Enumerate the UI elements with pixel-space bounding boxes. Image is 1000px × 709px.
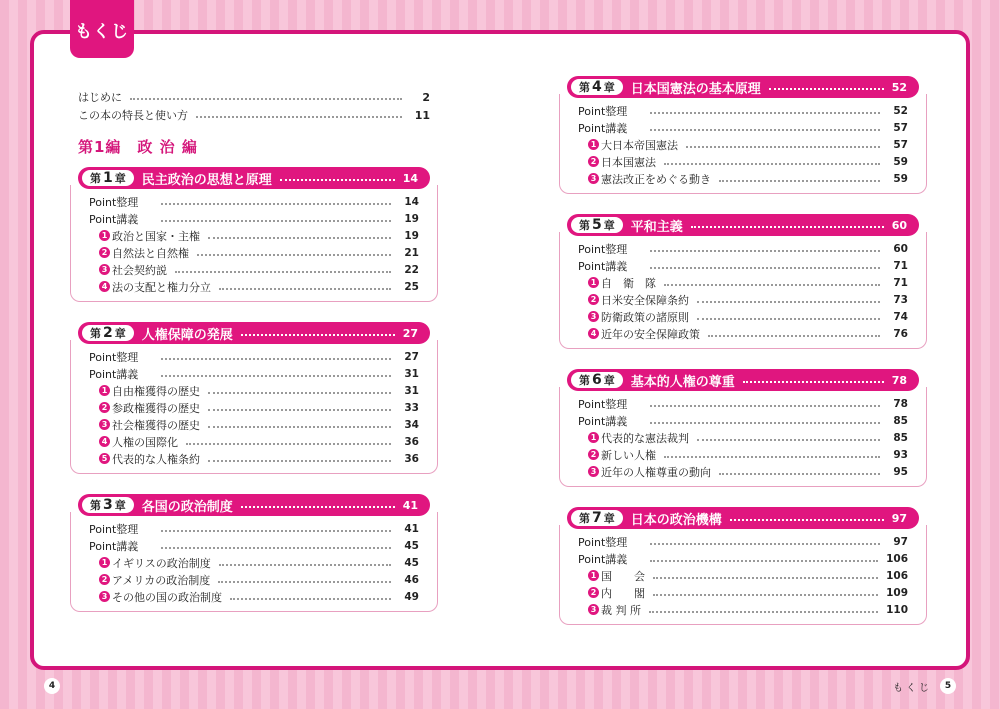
entry-page: 19 (404, 212, 419, 225)
chapter-suffix: 章 (114, 499, 126, 512)
entry-page: 52 (893, 104, 908, 117)
section-number-badge: 2 (99, 574, 110, 585)
footer-right (893, 678, 956, 694)
chapter-header[interactable] (567, 214, 919, 236)
chapter-number: 5 (592, 217, 602, 233)
dot-leader (230, 598, 391, 600)
section-entry[interactable] (578, 308, 908, 325)
entry-page: 45 (404, 539, 419, 552)
chapter-page: 78 (891, 373, 907, 387)
entry-title: 人権の国際化 (112, 435, 178, 449)
section-entry[interactable] (89, 261, 419, 278)
entry-title: 代表的な憲法裁判 (601, 431, 689, 445)
chapter-number: 6 (592, 372, 602, 388)
section-number-badge: 1 (588, 277, 599, 288)
dot-leader (650, 405, 880, 407)
toc-entry[interactable] (78, 106, 430, 124)
chapter-prefix: 第 (579, 219, 590, 232)
section-number-badge: 3 (99, 419, 110, 430)
dot-leader (650, 112, 880, 114)
contents-tag: もくじ (70, 0, 134, 58)
chapter-suffix: 章 (603, 81, 615, 94)
chapter-suffix: 章 (603, 512, 615, 525)
chapter-prefix: 第 (579, 374, 590, 387)
dot-leader (219, 288, 391, 290)
entry-title: 参政権獲得の歴史 (112, 401, 200, 415)
entry-title: Point講義 (578, 259, 628, 273)
entry-title: 憲法改正をめぐる動き (601, 172, 711, 186)
dot-leader (186, 443, 391, 445)
entry-page: 73 (893, 293, 908, 306)
entry-page: 97 (893, 535, 908, 548)
point-entry[interactable] (89, 520, 419, 537)
page-number-left: 4 (44, 678, 60, 694)
entry-page: 85 (893, 414, 908, 427)
chapter-header[interactable] (78, 494, 430, 516)
section-entry[interactable] (578, 584, 908, 601)
section-entry[interactable] (89, 278, 419, 295)
dot-leader (208, 460, 391, 462)
entry-title: Point講義 (89, 212, 139, 226)
section-entry[interactable] (578, 274, 908, 291)
section-entry[interactable] (578, 170, 908, 187)
dot-leader (697, 439, 880, 441)
point-entry[interactable] (578, 119, 908, 136)
section-entry[interactable] (89, 399, 419, 416)
chapter-page: 27 (402, 326, 418, 340)
entry-page: 74 (893, 310, 908, 323)
chapter-block (567, 507, 919, 625)
section-entry[interactable] (578, 429, 908, 446)
dot-leader (280, 179, 395, 181)
section-number-badge: 3 (588, 604, 599, 615)
dot-leader (208, 237, 391, 239)
dot-leader (161, 220, 391, 222)
dot-leader (730, 519, 884, 521)
dot-leader (719, 473, 880, 475)
dot-leader (161, 547, 391, 549)
section-number-badge: 2 (588, 294, 599, 305)
chapter-suffix: 章 (114, 172, 126, 185)
entry-title: Point整理 (578, 242, 628, 256)
section-entry[interactable] (89, 588, 419, 605)
entry-title: Point整理 (89, 195, 139, 209)
chapter-number-badge (82, 325, 134, 341)
section-number-badge: 3 (588, 466, 599, 477)
chapter-header[interactable] (567, 76, 919, 98)
chapter-block (567, 369, 919, 487)
section-number-badge: 3 (99, 264, 110, 275)
section-entry[interactable] (89, 416, 419, 433)
entry-title: 日米安全保障条約 (601, 293, 689, 307)
dot-leader (130, 98, 402, 100)
left-column (78, 88, 430, 632)
dot-leader (208, 426, 391, 428)
dot-leader (653, 594, 878, 596)
entry-title: 新しい人権 (601, 448, 656, 462)
dot-leader (664, 456, 880, 458)
section-number-badge: 4 (588, 328, 599, 339)
dot-leader (769, 88, 884, 90)
chapter-prefix: 第 (90, 172, 101, 185)
chapter-block (78, 167, 430, 302)
dot-leader (708, 335, 880, 337)
right-chapter-list (567, 76, 919, 625)
part-title: 第1編 政 治 編 (78, 138, 198, 156)
dot-leader (161, 375, 391, 377)
entry-title: アメリカの政治制度 (112, 573, 211, 587)
section-number-badge: 2 (588, 587, 599, 598)
chapter-entries (70, 340, 438, 474)
chapter-prefix: 第 (90, 499, 101, 512)
entry-title: 自然法と自然権 (112, 246, 189, 260)
chapter-number-badge (571, 372, 623, 388)
entry-title: 自由権獲得の歴史 (112, 384, 200, 398)
entry-title: 自 衛 隊 (601, 276, 656, 290)
chapter-entries (559, 232, 927, 349)
dot-leader (241, 506, 395, 508)
chapter-entries (559, 94, 927, 194)
entry-title: 社会契約説 (112, 263, 167, 277)
chapter-entries (70, 185, 438, 302)
dot-leader (719, 180, 880, 182)
entry-page: 45 (404, 556, 419, 569)
dot-leader (241, 334, 395, 336)
chapter-page: 14 (402, 171, 418, 185)
entry-page: 14 (404, 195, 419, 208)
chapter-title: 日本国憲法の基本原理 (630, 81, 761, 97)
entry-page: 78 (893, 397, 908, 410)
entry-page: 36 (404, 452, 419, 465)
entry-page: 76 (893, 327, 908, 340)
point-entry[interactable] (89, 193, 419, 210)
entry-page: 36 (404, 435, 419, 448)
chapter-page: 41 (402, 498, 418, 512)
entry-page: 57 (893, 121, 908, 134)
point-entry[interactable] (89, 365, 419, 382)
chapter-number-badge (571, 79, 623, 95)
entry-page: 109 (886, 586, 908, 599)
section-number-badge: 3 (99, 591, 110, 602)
entry-title: 日本国憲法 (601, 155, 656, 169)
entry-title: 大日本帝国憲法 (601, 138, 678, 152)
dot-leader (197, 254, 391, 256)
entry-page: 60 (893, 242, 908, 255)
point-entry[interactable] (578, 395, 908, 412)
section-number-badge: 4 (99, 436, 110, 447)
entry-title: Point整理 (89, 522, 139, 536)
section-entry[interactable] (578, 325, 908, 342)
entry-title: Point整理 (578, 104, 628, 118)
entry-page: 31 (404, 384, 419, 397)
section-number-badge: 3 (588, 173, 599, 184)
chapter-prefix: 第 (90, 327, 101, 340)
entry-page: 106 (886, 552, 908, 565)
dot-leader (650, 560, 878, 562)
chapter-page: 52 (891, 80, 907, 94)
page-number-right: 5 (940, 678, 956, 694)
chapter-suffix: 章 (114, 327, 126, 340)
chapter-number: 7 (592, 510, 602, 526)
entry-page: 110 (886, 603, 908, 616)
chapter-title: 平和主義 (630, 219, 683, 235)
chapter-number-badge (571, 217, 623, 233)
chapter-header[interactable] (567, 369, 919, 391)
section-number-badge: 1 (588, 570, 599, 581)
chapter-number: 4 (592, 79, 602, 95)
dot-leader (161, 203, 391, 205)
entry-page: 95 (893, 465, 908, 478)
entry-page: 31 (404, 367, 419, 380)
dot-leader (653, 577, 878, 579)
entry-title: 社会権獲得の歴史 (112, 418, 200, 432)
right-column (567, 76, 919, 645)
entry-title: Point整理 (578, 397, 628, 411)
section-entry[interactable] (578, 291, 908, 308)
section-number-badge: 2 (588, 156, 599, 167)
chapter-title: 人権保障の発展 (141, 327, 233, 343)
left-chapter-list (78, 167, 430, 612)
chapter-entries (70, 512, 438, 612)
point-entry[interactable] (578, 412, 908, 429)
chapter-entries (559, 387, 927, 487)
toc-entry[interactable] (78, 88, 430, 106)
chapter-number-badge (571, 510, 623, 526)
entry-page: 41 (404, 522, 419, 535)
dot-leader (650, 129, 880, 131)
chapter-block (78, 494, 430, 612)
dot-leader (218, 581, 391, 583)
entry-page: 34 (404, 418, 419, 431)
entry-title: 近年の安全保障政策 (601, 327, 700, 341)
entry-title: イギリスの政治制度 (112, 556, 211, 570)
section-number-badge: 1 (99, 385, 110, 396)
entry-title: Point講義 (89, 367, 139, 381)
entry-title: 政治と国家・主権 (112, 229, 200, 243)
chapter-suffix: 章 (603, 374, 615, 387)
section-number-badge: 3 (588, 311, 599, 322)
dot-leader (686, 146, 880, 148)
entry-title: 近年の人権尊重の動向 (601, 465, 711, 479)
chapter-title: 民主政治の思想と原理 (141, 172, 272, 188)
dot-leader (664, 163, 880, 165)
section-number-badge: 1 (99, 230, 110, 241)
section-number-badge: 1 (588, 139, 599, 150)
entry-title: Point整理 (578, 535, 628, 549)
section-number-badge: 4 (99, 281, 110, 292)
chapter-title: 基本的人権の尊重 (630, 374, 735, 390)
section-number-badge: 2 (588, 449, 599, 460)
point-entry[interactable] (578, 257, 908, 274)
point-entry[interactable] (89, 348, 419, 365)
dot-leader (664, 284, 880, 286)
entry-title: 法の支配と権力分立 (112, 280, 211, 294)
entry-page: 49 (404, 590, 419, 603)
entry-page: 59 (893, 155, 908, 168)
section-entry[interactable] (578, 446, 908, 463)
entry-page: 21 (404, 246, 419, 259)
section-entry[interactable] (89, 227, 419, 244)
entry-title: 内 閣 (601, 586, 645, 600)
section-entry[interactable] (89, 244, 419, 261)
dot-leader (691, 226, 884, 228)
toc-entry-title: この本の特長と使い方 (78, 109, 188, 122)
entry-page: 25 (404, 280, 419, 293)
chapter-header[interactable] (78, 167, 430, 189)
chapter-title: 各国の政治制度 (141, 499, 233, 515)
entry-page: 33 (404, 401, 419, 414)
entry-title: 裁 判 所 (601, 603, 641, 617)
entry-page: 59 (893, 172, 908, 185)
section-entry[interactable] (89, 554, 419, 571)
chapter-page: 60 (891, 218, 907, 232)
chapter-header[interactable] (78, 322, 430, 344)
dot-leader (208, 409, 391, 411)
entry-title: Point講義 (89, 539, 139, 553)
entry-title: Point整理 (89, 350, 139, 364)
chapter-suffix: 章 (603, 219, 615, 232)
entry-title: 国 会 (601, 569, 645, 583)
chapter-prefix: 第 (579, 512, 590, 525)
point-entry[interactable] (578, 533, 908, 550)
entry-title: Point講義 (578, 414, 628, 428)
toc-entry-page: 2 (422, 90, 430, 104)
dot-leader (650, 267, 880, 269)
dot-leader (697, 301, 880, 303)
section-number-badge: 5 (99, 453, 110, 464)
entry-title: Point講義 (578, 121, 628, 135)
chapter-number-badge (82, 170, 134, 186)
entry-title: 代表的な人権条約 (112, 452, 200, 466)
toc-entry-page: 11 (414, 108, 430, 122)
section-number-badge: 2 (99, 247, 110, 258)
entry-page: 27 (404, 350, 419, 363)
entry-page: 57 (893, 138, 908, 151)
section-entry[interactable] (89, 382, 419, 399)
section-entry[interactable] (578, 153, 908, 170)
chapter-block (567, 214, 919, 349)
point-entry[interactable] (89, 537, 419, 554)
point-entry[interactable] (89, 210, 419, 227)
chapter-block (78, 322, 430, 474)
chapter-prefix: 第 (579, 81, 590, 94)
dot-leader (175, 271, 391, 273)
section-number-badge: 1 (588, 432, 599, 443)
dot-leader (650, 543, 880, 545)
dot-leader (208, 392, 391, 394)
dot-leader (649, 611, 878, 613)
section-number-badge: 2 (99, 402, 110, 413)
dot-leader (161, 358, 391, 360)
intro-list (78, 88, 430, 124)
section-entry[interactable] (578, 601, 908, 618)
dot-leader (196, 116, 402, 118)
entry-page: 19 (404, 229, 419, 242)
entry-title: その他の国の政治制度 (112, 590, 222, 604)
entry-page: 93 (893, 448, 908, 461)
chapter-page: 97 (891, 511, 907, 525)
footer-left (44, 678, 60, 694)
dot-leader (650, 250, 880, 252)
dot-leader (161, 530, 391, 532)
point-entry[interactable] (578, 240, 908, 257)
chapter-number: 2 (103, 325, 113, 341)
section-entry[interactable] (89, 571, 419, 588)
dot-leader (219, 564, 391, 566)
section-entry[interactable] (578, 136, 908, 153)
dot-leader (650, 422, 880, 424)
chapter-number: 3 (103, 497, 113, 513)
footer-label: もくじ (893, 682, 932, 694)
chapter-number-badge (82, 497, 134, 513)
section-entry[interactable] (578, 463, 908, 480)
entry-title: Point講義 (578, 552, 628, 566)
chapter-number: 1 (103, 170, 113, 186)
section-entry[interactable] (89, 433, 419, 450)
toc-entry-title: はじめに (78, 91, 122, 104)
chapter-entries (559, 525, 927, 625)
point-entry[interactable] (578, 102, 908, 119)
section-number-badge: 1 (99, 557, 110, 568)
entry-title: 防衛政策の諸原則 (601, 310, 689, 324)
point-entry[interactable] (578, 550, 908, 567)
chapter-block (567, 76, 919, 194)
chapter-title: 日本の政治機構 (630, 512, 722, 528)
dot-leader (697, 318, 880, 320)
entry-page: 71 (893, 276, 908, 289)
entry-page: 22 (404, 263, 419, 276)
entry-page: 85 (893, 431, 908, 444)
entry-page: 106 (886, 569, 908, 582)
section-entry[interactable] (578, 567, 908, 584)
entry-page: 71 (893, 259, 908, 272)
section-entry[interactable] (89, 450, 419, 467)
dot-leader (743, 381, 884, 383)
chapter-header[interactable] (567, 507, 919, 529)
entry-page: 46 (404, 573, 419, 586)
